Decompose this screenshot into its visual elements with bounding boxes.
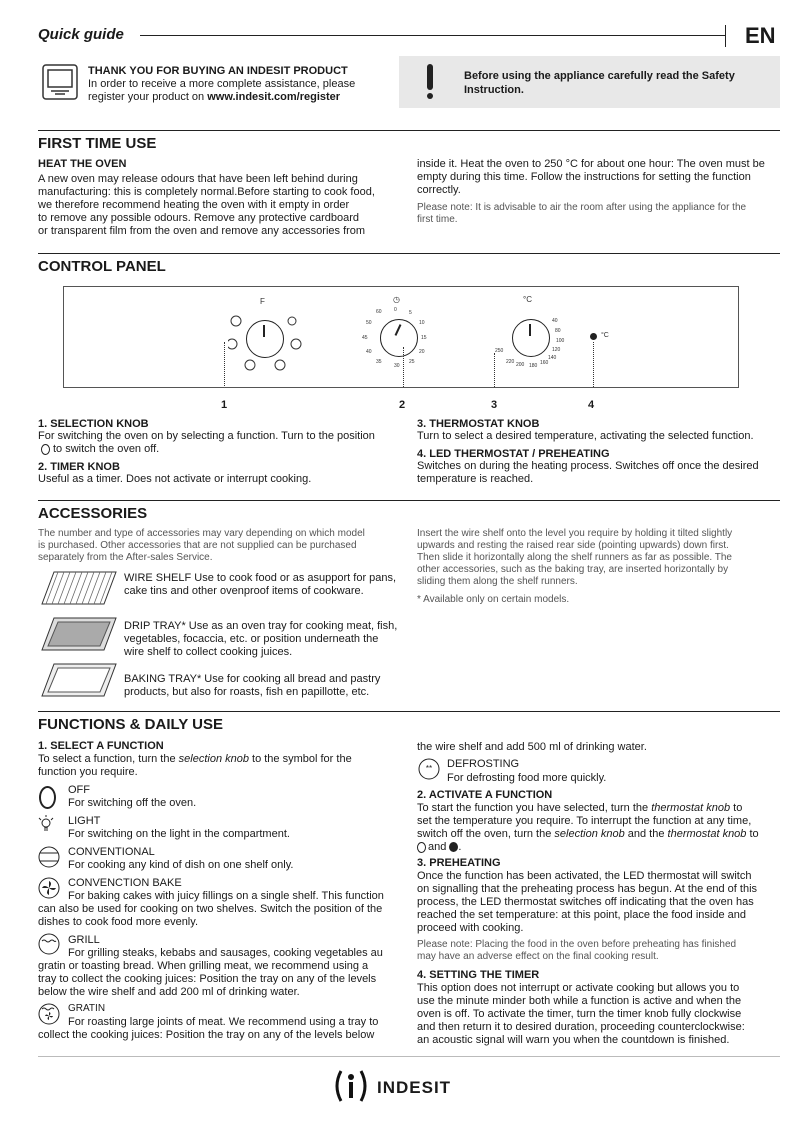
thermostat-tick: 100 bbox=[556, 338, 565, 344]
register-line1: In order to receive a more complete assistance, please bbox=[88, 78, 356, 90]
text-line: correctly. bbox=[417, 184, 461, 196]
thermostat-tick: 80 bbox=[555, 328, 561, 334]
text-line: or transparent film from the oven and remove any accessories from bbox=[38, 225, 366, 237]
callout-4: 4 bbox=[588, 399, 595, 411]
text-line: Turn to select a desired temperature, activating the selected function. bbox=[417, 430, 754, 442]
defrost-label: DEFROSTING bbox=[447, 758, 520, 770]
text-line: Please note: It is advisable to air the room after using the appliance for the bbox=[417, 202, 747, 213]
text-span: thermostat knob bbox=[651, 802, 731, 814]
text-line: on signalling that the preheating process has begun. At the end of this bbox=[417, 883, 758, 895]
thermostat-tick: 180 bbox=[529, 363, 538, 369]
brand-name: indesit bbox=[377, 1072, 452, 1099]
text-line: process, the LED thermostat switches off indicating that the oven has bbox=[417, 896, 754, 908]
text-line: Then slide it horizontally along the shelf runners as far as possible. The bbox=[417, 552, 732, 563]
thermostat-tick: 140 bbox=[548, 355, 557, 361]
text-line: inside it. Heat the oven to 250 °C for about one hour: The oven must be bbox=[417, 158, 765, 170]
callout-1: 1 bbox=[221, 399, 228, 411]
thermostat-leader bbox=[494, 353, 495, 387]
timer-title: 4. SETTING THE TIMER bbox=[417, 969, 540, 981]
text-line: Useful as a timer. Does not activate or interrupt cooking. bbox=[38, 473, 312, 485]
text-line: can also be used for cooking on two shelves. Switch the position of the bbox=[38, 903, 383, 915]
off-desc: For switching off the oven. bbox=[68, 797, 197, 809]
grill-label: GRILL bbox=[68, 934, 100, 946]
defrost-desc: For defrosting food more quickly. bbox=[447, 772, 607, 784]
heat-oven-subheading: HEAT THE OVEN bbox=[38, 158, 127, 170]
text-line: upwards and resting the raised rear side (pointing upwards) down first. bbox=[417, 540, 729, 551]
register-line2 bbox=[88, 91, 340, 104]
text-line: manufacturing: this is completely normal.Before starting to cook food, bbox=[38, 186, 375, 198]
timer-tick: 30 bbox=[394, 363, 400, 369]
item-title: 1. SELECTION KNOB bbox=[38, 418, 149, 430]
text-line: reached the set temperature: at this point, place the food inside and bbox=[417, 909, 746, 921]
activate-text bbox=[417, 802, 759, 854]
timer-tick: 50 bbox=[366, 320, 372, 326]
off-icon bbox=[39, 786, 56, 809]
text-line: collect the cooking juices: Position the tray on any of the levels below bbox=[38, 1029, 375, 1041]
text-line: Once the function has been activated, the LED thermostat will switch bbox=[417, 870, 752, 882]
gratin-continued: the wire shelf and add 500 ml of drinking water. bbox=[417, 741, 647, 753]
accessories-intro bbox=[38, 528, 365, 564]
text-line: Please note: Placing the food in the oven before preheating has finished bbox=[417, 939, 737, 950]
thermostat-knob-desc bbox=[417, 418, 754, 443]
text-line: function you require. bbox=[38, 766, 138, 778]
selection-knob-desc bbox=[38, 418, 375, 456]
first-time-note bbox=[417, 202, 746, 226]
text-span: and bbox=[428, 841, 447, 853]
header-divider bbox=[725, 25, 726, 47]
text-span: To start the function you have selected, turn the bbox=[417, 802, 652, 814]
gratin-label: GRATIN bbox=[68, 1003, 106, 1014]
register-url[interactable]: www.indesit.com/register bbox=[207, 91, 341, 103]
warning-dot bbox=[427, 93, 433, 99]
light-icon bbox=[37, 815, 55, 833]
text-line: set the temperature you require. To interrupt the function at any time, bbox=[417, 815, 752, 827]
thermostat-knob-pointer bbox=[529, 324, 531, 336]
timer-tick: 45 bbox=[362, 335, 368, 341]
baking-tray-desc bbox=[124, 673, 380, 699]
thermostat-knob bbox=[512, 319, 550, 357]
thermostat-tick: 250 bbox=[495, 348, 504, 354]
text-line: separately from the After-sales Service. bbox=[38, 552, 213, 563]
text-line: Insert the wire shelf onto the level you require by holding it tilted slightly bbox=[417, 528, 733, 539]
wire-shelf-image bbox=[40, 570, 118, 608]
text-line: For roasting large joints of meat. We recommend using a tray to bbox=[68, 1016, 379, 1028]
control-panel-heading: CONTROL PANEL bbox=[38, 258, 166, 275]
timer-tick: 20 bbox=[419, 349, 425, 355]
register-title: THANK YOU FOR BUYING AN INDESIT PRODUCT bbox=[88, 65, 348, 77]
thermostat-tick: 120 bbox=[552, 347, 561, 353]
text-line: cake tins and other ovenproof items of cookware. bbox=[124, 585, 364, 597]
drip-tray-image bbox=[40, 616, 118, 654]
item-title: 3. THERMOSTAT KNOB bbox=[417, 418, 540, 430]
item-title: 2. TIMER KNOB bbox=[38, 461, 120, 473]
select-function-title: 1. SELECT A FUNCTION bbox=[38, 740, 164, 752]
text-line: other accessories, such as the baking tray, are inserted horizontally by bbox=[417, 564, 729, 575]
convection-bake-desc bbox=[38, 890, 384, 929]
text-line: The number and type of accessories may vary depending on which model bbox=[38, 528, 365, 539]
grill-desc bbox=[38, 947, 383, 999]
control-panel-diagram bbox=[63, 286, 739, 388]
first-time-right bbox=[417, 158, 765, 197]
text-span: to bbox=[730, 802, 743, 814]
timer-tick: 35 bbox=[376, 359, 382, 365]
text-line: first time. bbox=[417, 214, 458, 225]
text-line: temperature is reached. bbox=[417, 473, 534, 485]
accessories-right bbox=[417, 528, 732, 588]
timer-tick: 15 bbox=[421, 335, 427, 341]
timer-text bbox=[417, 982, 745, 1047]
text-line bbox=[38, 443, 375, 456]
text-line: use the minute minder both while a function is active and when the bbox=[417, 995, 742, 1007]
text-span: selection knob bbox=[554, 828, 625, 840]
drip-tray-desc bbox=[124, 620, 397, 659]
thermostat-tick: 220 bbox=[506, 359, 515, 365]
text-line: is purchased. Other accessories that are not supplied can be purchased bbox=[38, 540, 357, 551]
first-time-heading: FIRST TIME USE bbox=[38, 135, 157, 152]
thermostat-tick: 40 bbox=[552, 318, 558, 324]
safety-text bbox=[464, 69, 735, 97]
safety-line1: Before using the appliance carefully read the Safety bbox=[464, 70, 735, 82]
text-line: oven is off. To activate the timer, turn the timer knob fully clockwise bbox=[417, 1008, 742, 1020]
doc-title: Quick guide bbox=[38, 26, 124, 43]
off-label: OFF bbox=[68, 784, 90, 796]
convection-bake-label: CONVENCTION BAKE bbox=[68, 877, 182, 889]
item-title: 4. LED THERMOSTAT / PREHEATING bbox=[417, 448, 610, 460]
text-line: empty during this time. Follow the instructions for setting the function bbox=[417, 171, 751, 183]
text-line: to remove any possible odours. Remove any protective cardboard bbox=[38, 212, 360, 224]
language-code: EN bbox=[745, 23, 776, 48]
text-line: products, but also for roasts, fish en papillotte, etc. bbox=[124, 686, 370, 698]
preheat-note bbox=[417, 939, 736, 963]
text-line: This option does not interrupt or activate cooking but allows you to bbox=[417, 982, 740, 994]
text-line: WIRE SHELF Use to cook food or as asupport for pans, bbox=[124, 572, 397, 584]
led-celsius: °C bbox=[601, 332, 609, 339]
text-line bbox=[417, 802, 759, 815]
preheat-text bbox=[417, 870, 757, 935]
callout-3: 3 bbox=[491, 399, 498, 411]
text-span: To select a function, turn the bbox=[38, 753, 179, 765]
warning-icon bbox=[427, 64, 433, 90]
timer-tick: 25 bbox=[409, 359, 415, 365]
text-line: A new oven may release odours that have been left behind during bbox=[38, 173, 358, 185]
first-time-left bbox=[38, 173, 375, 238]
register-box bbox=[38, 58, 383, 108]
text-line: an acoustic signal will warn you when the countdown is finished. bbox=[417, 1034, 730, 1046]
text-line: BAKING TRAY* Use for cooking all bread and pastry bbox=[124, 673, 381, 685]
text-span: selection knob bbox=[178, 753, 249, 765]
text-line: For switching the oven on by selecting a function. Turn to the position bbox=[38, 430, 375, 442]
text-span: and the bbox=[624, 828, 668, 840]
text-line: Switches on during the heating process. Switches off once the desired bbox=[417, 460, 759, 472]
timer-tick: 0 bbox=[394, 307, 397, 313]
monitor-icon bbox=[42, 64, 78, 100]
text-line: dishes to cook food more evenly. bbox=[38, 916, 198, 928]
light-label: LIGHT bbox=[68, 815, 101, 827]
text-span: thermostat knob bbox=[667, 828, 747, 840]
section-rule bbox=[38, 711, 780, 712]
text-line: may have an adverse effect on the final cooking result. bbox=[417, 951, 659, 962]
timer-tick: 40 bbox=[366, 349, 372, 355]
functions-heading: FUNCTIONS & DAILY USE bbox=[38, 716, 224, 733]
conventional-desc: For cooking any kind of dish on one shelf only. bbox=[68, 859, 294, 871]
defrost-icon bbox=[418, 758, 440, 780]
select-function-text bbox=[38, 753, 352, 779]
text-line: and then return it to desired duration, proceeding counterclockwise: bbox=[417, 1021, 745, 1033]
selection-symbols bbox=[228, 313, 308, 375]
selection-leader bbox=[224, 342, 225, 386]
text-line: proceed with cooking. bbox=[417, 922, 524, 934]
led-desc bbox=[417, 448, 759, 486]
text-span: . bbox=[458, 841, 462, 853]
off-circle-icon bbox=[417, 842, 426, 853]
text-line bbox=[417, 828, 759, 841]
text-line: For baking cakes with juicy fillings on a single shelf. This function bbox=[68, 890, 384, 902]
text-line: sliding them along the shelf runners. bbox=[417, 576, 578, 587]
accessories-heading: ACCESSORIES bbox=[38, 505, 148, 522]
accessories-footnote: * Available only on certain models. bbox=[417, 594, 570, 605]
text-span: to bbox=[746, 828, 759, 840]
svg-text:**: ** bbox=[425, 764, 433, 773]
timer-tick: 5 bbox=[409, 310, 412, 316]
gratin-desc bbox=[38, 1016, 378, 1042]
text-line: below the wire shelf and add 200 ml of drinking water. bbox=[38, 986, 300, 998]
text-span: to switch the oven off. bbox=[53, 443, 160, 455]
section-rule bbox=[38, 500, 780, 501]
section-rule bbox=[38, 130, 780, 131]
conventional-icon bbox=[38, 846, 60, 868]
thermostat-tick: 160 bbox=[540, 360, 549, 366]
header-rule bbox=[140, 35, 725, 36]
text-line: gratin or toasting bread. When grilling meat, we recommend using a bbox=[38, 960, 369, 972]
timer-leader bbox=[403, 347, 404, 387]
text-line: vegetables, focaccia, etc. or position underneath the bbox=[124, 633, 379, 645]
text-line: tray to collect the cooking juices: Position the tray on any of the levels bbox=[38, 973, 377, 985]
activate-title: 2. ACTIVATE A FUNCTION bbox=[417, 789, 553, 801]
led-indicator bbox=[590, 333, 597, 340]
section-rule bbox=[38, 253, 780, 254]
text-span: to the symbol for the bbox=[248, 753, 352, 765]
thermostat-tick: 200 bbox=[516, 362, 525, 368]
brand-logo-mark bbox=[331, 1066, 371, 1106]
safety-line2: Instruction. bbox=[464, 84, 524, 96]
off-circle-icon bbox=[41, 444, 50, 455]
text-line: we therefore recommend heating the oven with it empty in order bbox=[38, 199, 350, 211]
conventional-label: CONVENTIONAL bbox=[68, 846, 155, 858]
timer-tick: 10 bbox=[419, 320, 425, 326]
timer-tick: 60 bbox=[376, 309, 382, 315]
thermostat-celsius: °C bbox=[523, 295, 532, 304]
register-prefix: register your product on bbox=[88, 91, 208, 103]
brand-logo bbox=[331, 1066, 491, 1106]
led-leader bbox=[593, 342, 594, 387]
text-line: DRIP TRAY* Use as an oven tray for cooking meat, fish, bbox=[124, 620, 398, 632]
preheat-title: 3. PREHEATING bbox=[417, 857, 501, 869]
text-line bbox=[38, 753, 352, 766]
callout-2: 2 bbox=[399, 399, 406, 411]
text-line: wire shelf to collect cooking juices. bbox=[124, 646, 293, 658]
wire-shelf-desc bbox=[124, 572, 396, 598]
light-desc: For switching on the light in the compartment. bbox=[68, 828, 290, 840]
footer-rule bbox=[38, 1056, 780, 1057]
text-span: switch off the oven, turn the bbox=[417, 828, 555, 840]
text-line bbox=[417, 841, 759, 854]
knob1-f-label: F bbox=[260, 297, 265, 306]
timer-knob-desc bbox=[38, 461, 311, 486]
baking-tray-image bbox=[40, 662, 118, 700]
text-line: For grilling steaks, kebabs and sausages, cooking vegetables au bbox=[68, 947, 383, 959]
safety-box bbox=[399, 56, 780, 108]
timer-clock-symbol: ◷ bbox=[393, 295, 400, 304]
